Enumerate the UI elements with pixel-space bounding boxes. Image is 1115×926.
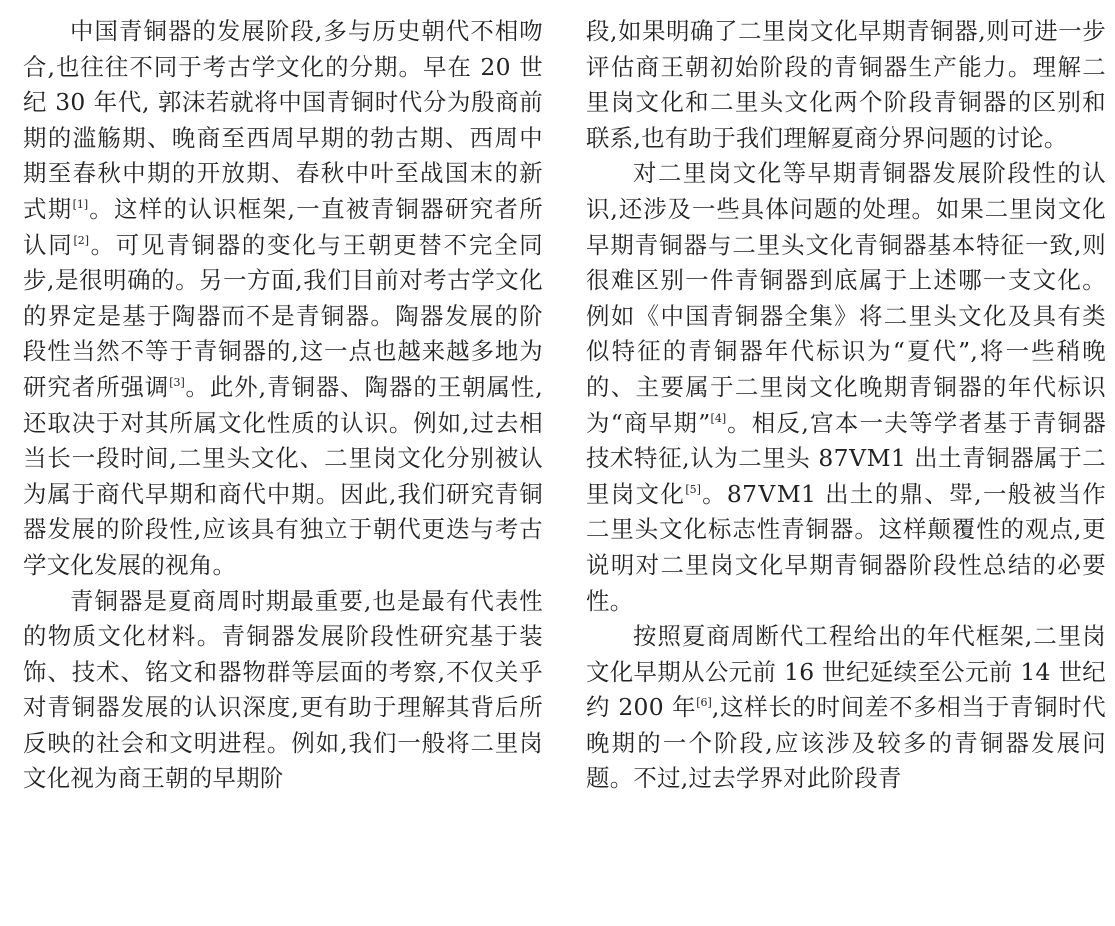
paragraph-text: 段,如果明确了二里岗文化早期青铜器,则可进一步评估商王朝初始阶段的青铜器生产能力。理解二里岗文化和二里头文化两个阶段青铜器的区别和联系,也有助于我们理解夏商分界问题的讨论。 [586, 17, 1106, 152]
paragraph-text: 中国青铜器的发展阶段,多与历史朝代不相吻合,也往往不同于考古学文化的分期。早在 20 世纪 30 年代, 郭沫若就将中国青铜时代分为殷商前期的滥觞期、晚商至西周早期的勃古期、西周中期至春秋中期的开放期、春秋中叶至战国末的新式期 [23, 17, 543, 223]
footnote-ref[interactable]: [3] [169, 376, 185, 390]
paragraph-text: 青铜器是夏商周时期最重要,也是最有代表性的物质文化材料。青铜器发展阶段性研究基于装饰、技术、铭文和器物群等层面的考察,不仅关乎对青铜器发展的认识深度,更有助于理解其背后所反映的社会和文明进程。例如,我们一般将二里岗文化视为商王朝的早期阶 [23, 586, 543, 793]
paragraph-text: 。87ⅤM1 出土的鼎、斝,一般被当作二里头文化标志性青铜器。这样颠覆性的观点,更说明对二里岗文化早期青铜器阶段性总结的必要性。 [586, 479, 1106, 615]
paragraph [23, 584, 543, 798]
footnote-ref[interactable]: [6] [696, 696, 712, 710]
footnote-ref[interactable]: [4] [710, 411, 727, 425]
paragraph-text: 。相反,宫本一夫等学者基于青铜器技术特征,认为二里头 87ⅤM1 出土青铜器属于二里岗文化 [586, 408, 1107, 508]
footnote-ref[interactable]: [1] [72, 198, 89, 212]
paragraph-text: 。这样的认识框架,一直被青铜器研究者所认同 [23, 194, 543, 259]
paragraph [586, 619, 1106, 797]
paragraph [23, 14, 543, 584]
left-column [23, 14, 543, 797]
paragraph-text: ,这样长的时间差不多相当于青铜时代晚期的一个阶段,应该涉及较多的青铜器发展问题。不过,过去学界对此阶段青 [586, 693, 1106, 793]
footnote-ref[interactable]: [2] [73, 233, 90, 247]
paragraph-continuation [586, 14, 1106, 156]
right-column [586, 14, 1106, 797]
paragraph-text: 按照夏商周断代工程给出的年代框架,二里岗文化早期从公元前 16 世纪延续至公元前 14 世纪约 200 年 [586, 622, 1106, 722]
paragraph-text: 。此外,青铜器、陶器的王朝属性,还取决于对其所属文化性质的认识。例如,过去相当长一段时间,二里头文化、二里岗文化分别被认为属于商代早期和商代中期。因此,我们研究青铜器发展的阶段性,应该具有独立于朝代更迭与考古学文化发展的视角。 [23, 372, 543, 579]
footnote-ref[interactable]: [5] [685, 482, 701, 496]
paragraph-text: 。可见青铜器的变化与王朝更替不完全同步,是很明确的。另一方面,我们目前对考古学文化的界定是基于陶器而不是青铜器。陶器发展的阶段性当然不等于青铜器的,这一点也越来越多地为研究者所强调 [23, 230, 543, 401]
paragraph-text: 对二里岗文化等早期青铜器发展阶段性的认识,还涉及一些具体问题的处理。如果二里岗文化早期青铜器与二里头文化青铜器基本特征一致,则很难区别一件青铜器到底属于上述哪一支文化。例如《中国青铜器全集》将二里头文化及具有类似特征的青铜器年代标识为“夏代”,将一些稍晚的、主要属于二里岗文化晚期青铜器的年代标识为“商早期” [586, 159, 1106, 437]
paragraph [586, 156, 1106, 619]
